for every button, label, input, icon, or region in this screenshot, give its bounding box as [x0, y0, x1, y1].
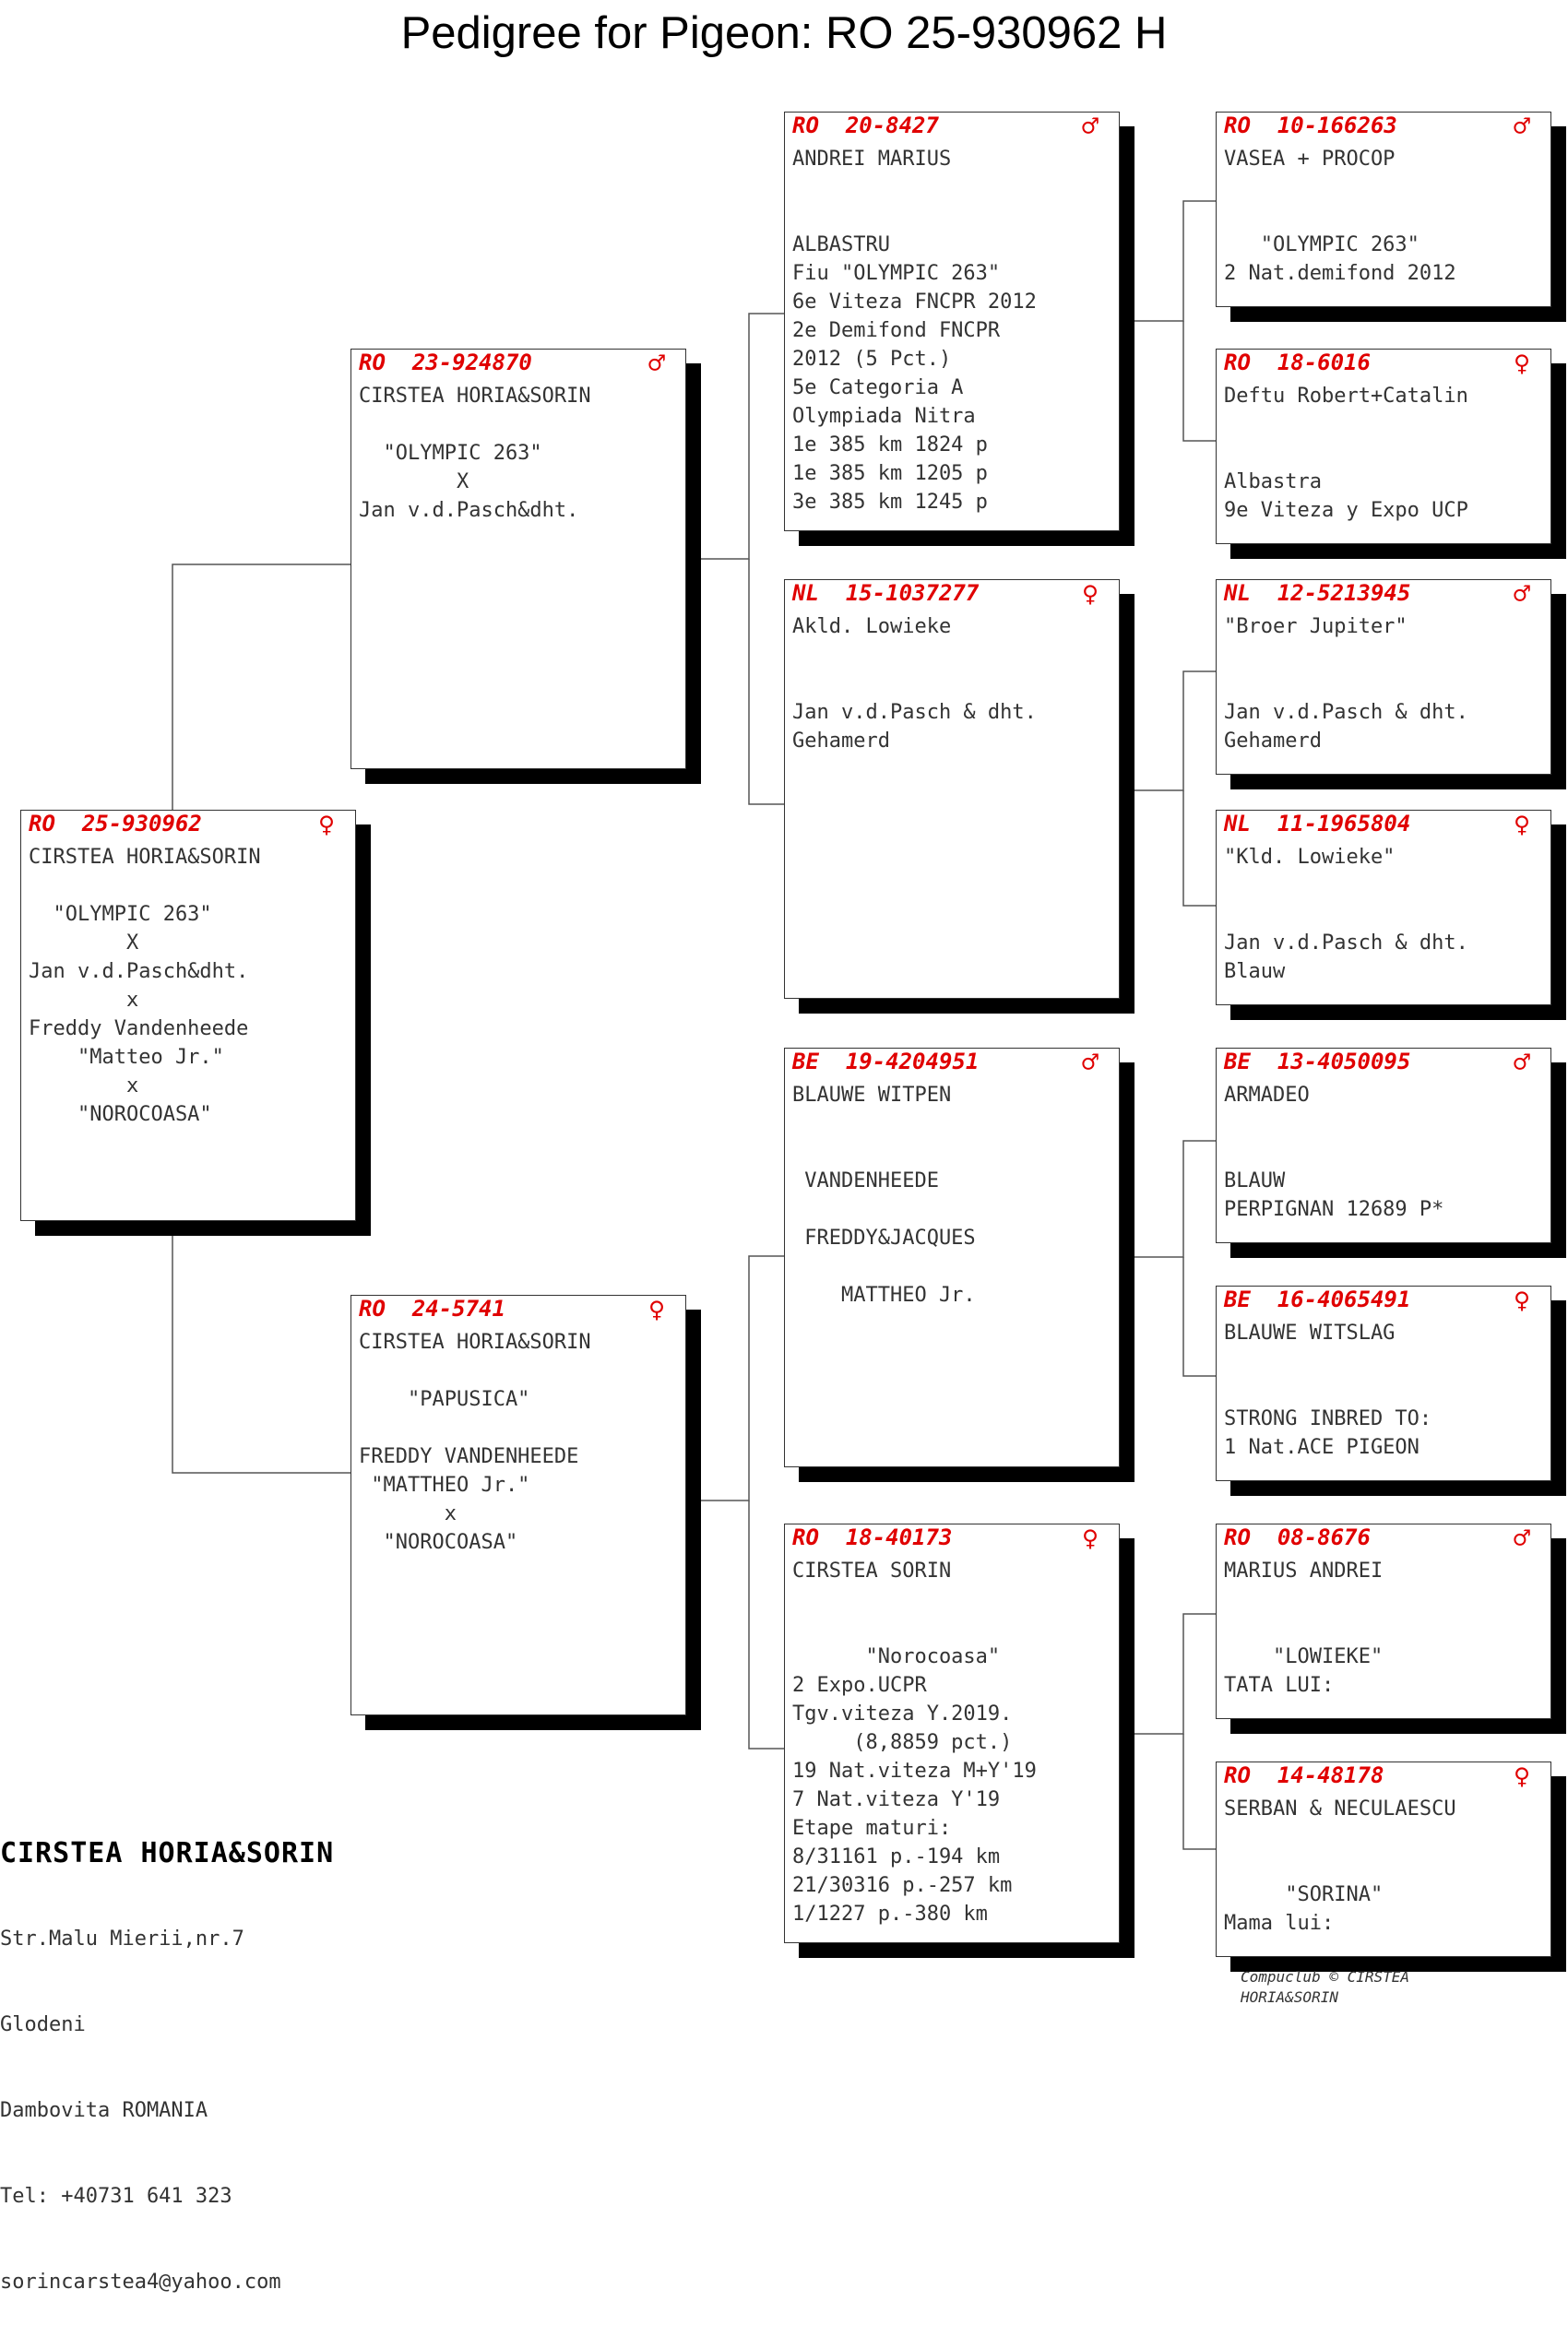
owner-name: Deftu Robert+Catalin [1224, 385, 1468, 408]
owner-name: CIRSTEA HORIA&SORIN [359, 1331, 591, 1354]
owner-name: Akld. Lowieke [792, 615, 952, 638]
ring-number: RO 08-8676 [1224, 1524, 1371, 1550]
pigeon-card-ssd[interactable] [1216, 349, 1551, 544]
pigeon-notes: "PAPUSICA" FREDDY VANDENHEEDE "MATTHEO Jr." x "NOROCOASA" [359, 1388, 579, 1554]
breeder-contact [0, 1782, 334, 2325]
pigeon-notes: "LOWIEKE" TATA LUI: [1224, 1645, 1384, 1697]
pigeon-notes: BLAUW PERPIGNAN 12689 P* [1224, 1169, 1444, 1221]
pigeon-card-ddd[interactable] [1216, 1762, 1551, 1957]
ring-number: NL 12-5213945 [1224, 580, 1411, 606]
pigeon-card-sds[interactable] [1216, 579, 1551, 775]
pigeon-card-dds[interactable] [1216, 1524, 1551, 1719]
male-icon: ♂ [647, 348, 665, 380]
ring-number: RO 20-8427 [792, 113, 939, 138]
breeder-region: Dambovita ROMANIA [0, 2099, 208, 2122]
female-icon: ♀ [1081, 578, 1099, 611]
copyright-note: Compuclub © CIRSTEA HORIA&SORIN [1241, 1968, 1410, 2006]
breeder-name: CIRSTEA HORIA&SORIN [0, 1837, 335, 1869]
pigeon-notes: "OLYMPIC 263" X Jan v.d.Pasch&dht. x Freddy Vandenheede "Matteo Jr." x "NOROCOASA" [29, 903, 249, 1126]
owner-name: BLAUWE WITPEN [792, 1084, 952, 1107]
pigeon-notes: Jan v.d.Pasch & dht. Gehamerd [792, 701, 1037, 753]
pigeon-notes: "SORINA" Mama lui: [1224, 1883, 1384, 1935]
ring-number: RO 24-5741 [359, 1296, 505, 1322]
owner-name: MARIUS ANDREI [1224, 1560, 1384, 1583]
owner-name: "Broer Jupiter" [1224, 615, 1408, 638]
page-title: Pedigree for Pigeon: RO 25-930962 H [400, 8, 1168, 58]
pigeon-card-dam-dam[interactable] [784, 1524, 1120, 1943]
female-icon: ♀ [647, 1294, 665, 1326]
pigeon-notes: "OLYMPIC 263" 2 Nat.demifond 2012 [1224, 233, 1456, 285]
pigeon-card-dam-sire[interactable] [784, 1048, 1120, 1467]
ring-number: RO 25-930962 [29, 811, 202, 836]
owner-name: SERBAN & NECULAESCU [1224, 1797, 1456, 1821]
pigeon-card-dam[interactable] [350, 1295, 686, 1715]
pigeon-notes: Jan v.d.Pasch & dht. Gehamerd [1224, 701, 1468, 753]
owner-name: ARMADEO [1224, 1084, 1310, 1107]
male-icon: ♂ [1513, 578, 1530, 611]
pigeon-card-dsd[interactable] [1216, 1286, 1551, 1481]
ring-number: RO 18-40173 [792, 1524, 953, 1550]
owner-name: BLAUWE WITSLAG [1224, 1322, 1396, 1345]
male-icon: ♂ [1081, 1047, 1099, 1079]
ring-number: NL 15-1037277 [792, 580, 980, 606]
breeder-email[interactable]: sorincarstea4@yahoo.com [0, 2271, 281, 2294]
ring-number: BE 16-4065491 [1224, 1287, 1411, 1312]
pigeon-card-subject[interactable] [20, 810, 356, 1221]
ring-number: RO 14-48178 [1224, 1762, 1384, 1788]
breeder-phone: Tel: +40731 641 323 [0, 2185, 232, 2208]
owner-name: "Kld. Lowieke" [1224, 846, 1396, 869]
pigeon-notes: Albastra 9e Viteza y Expo UCP [1224, 470, 1468, 522]
pigeon-notes: "OLYMPIC 263" X Jan v.d.Pasch&dht. [359, 442, 579, 522]
pigeon-notes: "Norocoasa" 2 Expo.UCPR Tgv.viteza Y.2019. (8,8859 pct.) 19 Nat.viteza M+Y'19 7 Nat.viteza Y'19 Etape maturi: 8/31161 p.-194 km 21/30316 p.-257 km 1/1227 p.-380 km [792, 1645, 1037, 1926]
male-icon: ♂ [1513, 1047, 1530, 1079]
ring-number: BE 13-4050095 [1224, 1049, 1411, 1074]
pigeon-notes: Jan v.d.Pasch & dht. Blauw [1224, 931, 1468, 983]
pigeon-card-sss[interactable] [1216, 112, 1551, 307]
ring-number: RO 23-924870 [359, 350, 532, 375]
male-icon: ♂ [1081, 111, 1099, 143]
owner-name: CIRSTEA HORIA&SORIN [359, 385, 591, 408]
pigeon-notes: ALBASTRU Fiu "OLYMPIC 263" 6e Viteza FNCPR 2012 2e Demifond FNCPR 2012 (5 Pct.) 5e Categoria A Olympiada Nitra 1e 385 km 1824 p 1e 385 km 1205 p 3e 385 km 1245 p [792, 233, 1037, 514]
ring-number: NL 11-1965804 [1224, 811, 1411, 836]
female-icon: ♀ [1513, 1285, 1530, 1317]
ring-number: RO 10-166263 [1224, 113, 1397, 138]
pigeon-card-sire[interactable] [350, 349, 686, 769]
female-icon: ♀ [1513, 348, 1530, 380]
ring-number: RO 18-6016 [1224, 350, 1371, 375]
pigeon-card-sdd[interactable] [1216, 810, 1551, 1005]
owner-name: CIRSTEA SORIN [792, 1560, 952, 1583]
male-icon: ♂ [1513, 1523, 1530, 1555]
pigeon-card-dss[interactable] [1216, 1048, 1551, 1243]
pigeon-notes: VANDENHEEDE FREDDY&JACQUES MATTHEO Jr. [792, 1169, 976, 1307]
female-icon: ♀ [1081, 1523, 1099, 1555]
ring-number: BE 19-4204951 [792, 1049, 980, 1074]
female-icon: ♀ [1513, 809, 1530, 841]
owner-name: ANDREI MARIUS [792, 148, 952, 171]
owner-name: CIRSTEA HORIA&SORIN [29, 846, 261, 869]
pigeon-notes: STRONG INBRED TO: 1 Nat.ACE PIGEON [1224, 1407, 1432, 1459]
female-icon: ♀ [1513, 1761, 1530, 1793]
breeder-street: Str.Malu Mierii,nr.7 [0, 1928, 244, 1951]
male-icon: ♂ [1513, 111, 1530, 143]
pigeon-card-sire-sire[interactable] [784, 112, 1120, 531]
breeder-town: Glodeni [0, 2013, 86, 2036]
pigeon-card-sire-dam[interactable] [784, 579, 1120, 999]
owner-name: VASEA + PROCOP [1224, 148, 1396, 171]
female-icon: ♀ [317, 809, 335, 841]
